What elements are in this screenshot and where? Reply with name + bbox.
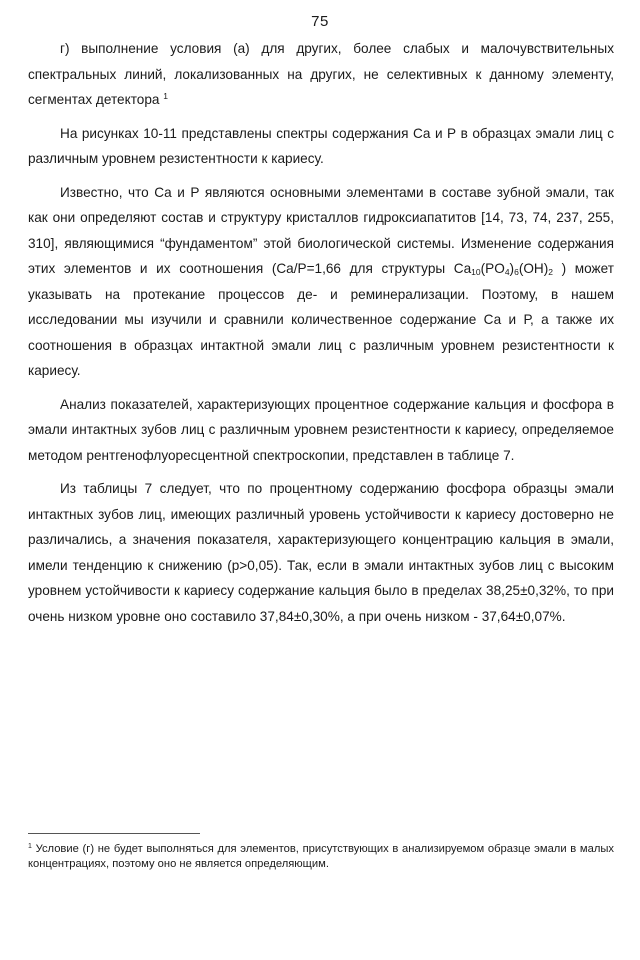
paragraph-ca-p-composition (28, 180, 614, 384)
formula-subscript: 4 (504, 267, 510, 277)
page-number: 75 (311, 13, 329, 30)
body-text (28, 36, 614, 637)
paragraph-text-part: ) может указывать на протекание процессов де- и реминерализации. Поэтому, в нашем исследовании мы изучили и сравнили количественное содержание Са и Р, а также их соотношения в образцах интактной эмали лиц с различным уровнем резистентности к кариесу. (28, 261, 614, 378)
paragraph-condition-g-text: г) выполнение условия (а) для других, более слабых и малочувствительных спектральных линий, локализованных на других, не селективных к данному элементу, сегментах детектора (28, 41, 614, 107)
footnote-marker: 1 (28, 843, 32, 850)
formula-subscript: 2 (548, 267, 553, 277)
paragraph-text-part: Известно, что Са и Р являются основными элементами в составе зубной эмали, так как они определяют состав и структуру кристаллов гидроксиапатитов [14, 73, 74, 237, 255, 310], являющимися “фундаментом” этой биологической системы. Изменение содержания этих элементов и их соотношения (Ca/P=1,66 для структуры Ca (28, 184, 614, 276)
formula-part: (OH) (518, 261, 549, 276)
formula-part: (PO (480, 261, 505, 276)
footnote-reference: 1 (163, 91, 168, 101)
formula-part: ) (509, 261, 515, 276)
paragraph-table-7-results: Из таблицы 7 следует, что по процентному содержанию фосфора образцы эмали интактных зубов лиц, имеющих различный уровень устойчивости к кариесу достоверно не различались, а значения показателя, характеризующего концентрацию кальция в эмали, имели тенденцию к снижению (р>0,05). Так, если в эмали интактных зубов лиц с высоким уровнем устойчивости к кариесу содержание кальция было в пределах 38,25±0,32%, то при очень низком уровне оно составило 37,84±0,30%, а при очень низком - 37,64±0,07%. (28, 481, 614, 624)
paragraph-analysis-table-7: Анализ показателей, характеризующих процентное содержание кальция и фосфора в эмали интактных зубов лиц с различным уровнем резистентности к кариесу, определяемое методом рентгенофлуоресцентной спектроскопии, представлен в таблице 7. (28, 396, 614, 463)
paragraph-condition-g (28, 36, 614, 113)
footnote-divider (28, 833, 200, 834)
footnote-text: Условие (г) не будет выполняться для элементов, присутствующих в анализируемом образце эмали в малых концентрациях, поэтому оно не является определяющим. (28, 843, 614, 870)
paragraph-figures-reference: На рисунках 10-11 представлены спектры содержания Са и Р в образцах эмали лиц с различным уровнем резистентности к кариесу. (28, 125, 614, 166)
footnote (28, 842, 614, 872)
formula-subscript: 10 (471, 267, 481, 277)
formula-subscript: 6 (514, 267, 519, 277)
